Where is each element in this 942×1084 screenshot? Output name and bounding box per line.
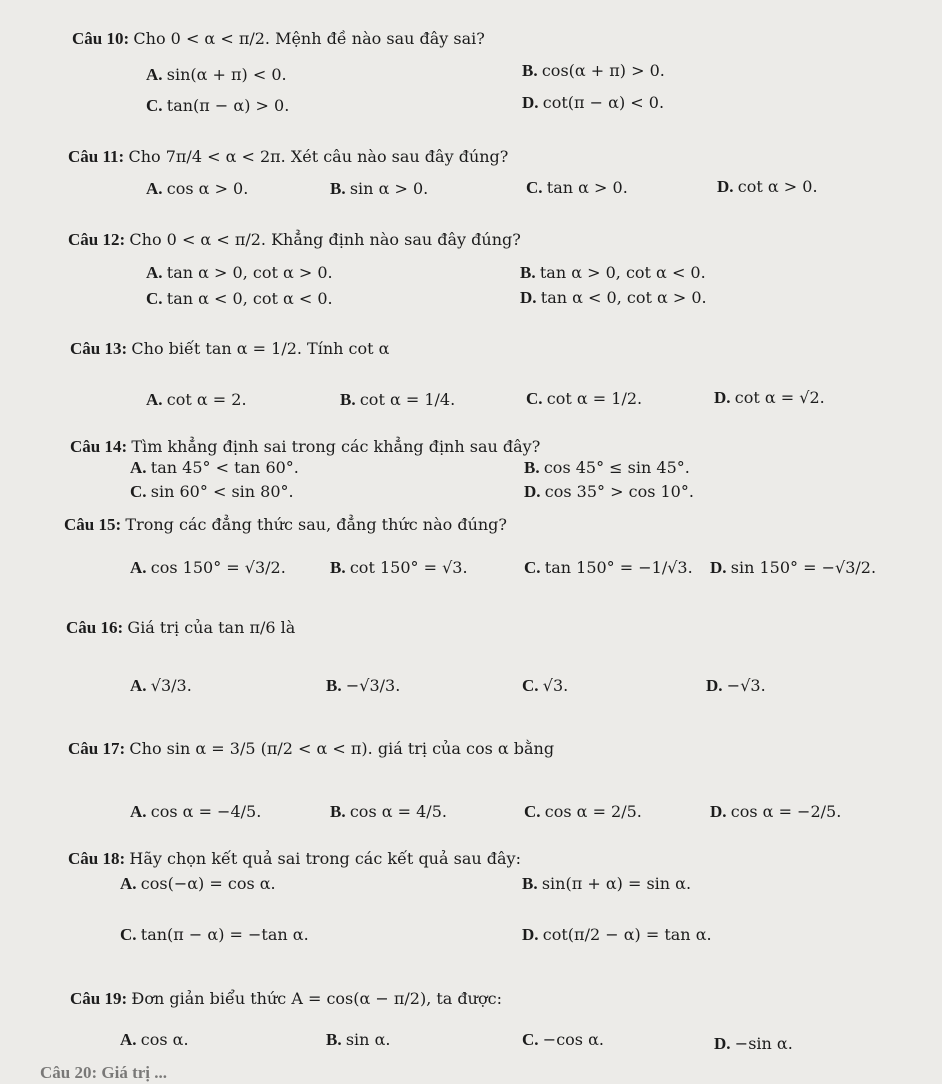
option-c[interactable]: C. tan α < 0, cot α < 0. xyxy=(146,289,333,308)
question-label: Câu 12: xyxy=(68,230,126,249)
option-b[interactable]: B. cos 45° ≤ sin 45°. xyxy=(524,458,690,477)
question-text: Hãy chọn kết quả sai trong các kết quả sau đây: xyxy=(129,849,521,868)
question-stem xyxy=(68,738,554,760)
option-b[interactable]: B. cot 150° = √3. xyxy=(330,558,468,577)
option-d[interactable]: D. cot α = √2. xyxy=(714,388,825,407)
question-label: Câu 11: xyxy=(68,147,125,166)
question-label: Câu 18: xyxy=(68,849,126,868)
option-b[interactable]: B. sin α > 0. xyxy=(330,179,429,198)
option-d[interactable]: D. sin 150° = −√3/2. xyxy=(710,558,877,577)
option-b[interactable]: B. cot α = 1/4. xyxy=(340,390,456,409)
question-stem xyxy=(70,436,540,458)
question-label: Câu 14: xyxy=(70,437,128,456)
option-d[interactable]: D. cos 35° > cos 10°. xyxy=(524,482,694,501)
option-d[interactable]: D. cos α = −2/5. xyxy=(710,802,842,821)
option-a[interactable]: A. cos α. xyxy=(120,1030,189,1049)
option-c[interactable]: C. √3. xyxy=(522,676,569,695)
option-b[interactable]: B. cos(α + π) > 0. xyxy=(522,61,665,80)
option-a[interactable]: A. cos α = −4/5. xyxy=(130,802,262,821)
option-a[interactable]: A. cos 150° = √3/2. xyxy=(130,558,286,577)
question-text: Giá trị của tan π/6 là xyxy=(127,618,296,637)
question-text: Cho biết tan α = 1/2. Tính cot α xyxy=(131,339,390,358)
option-b[interactable]: B. tan α > 0, cot α < 0. xyxy=(520,263,706,282)
option-b[interactable]: B. cos α = 4/5. xyxy=(330,802,447,821)
question-label: Câu 17: xyxy=(68,739,126,758)
option-d[interactable]: D. −sin α. xyxy=(714,1034,793,1053)
question-stem xyxy=(68,229,521,251)
option-b[interactable]: B. sin α. xyxy=(326,1030,391,1049)
question-text: Trong các đẳng thức sau, đẳng thức nào đúng? xyxy=(125,515,507,534)
option-b[interactable]: B. −√3/3. xyxy=(326,676,401,695)
option-c[interactable]: C. tan 150° = −1/√3. xyxy=(524,558,693,577)
question-stem xyxy=(70,988,502,1010)
question-stem xyxy=(68,848,521,870)
option-a[interactable]: A. tan 45° < tan 60°. xyxy=(130,458,299,477)
option-a[interactable]: A. cos(−α) = cos α. xyxy=(120,874,276,893)
option-a[interactable]: A. sin(α + π) < 0. xyxy=(146,65,287,84)
question-label: Câu 15: xyxy=(64,515,122,534)
question-text: Tìm khẳng định sai trong các khẳng định sau đây? xyxy=(131,437,541,456)
option-c[interactable]: C. tan(π − α) > 0. xyxy=(146,96,290,115)
option-d[interactable]: D. −√3. xyxy=(706,676,766,695)
option-c[interactable]: C. tan α > 0. xyxy=(526,178,628,197)
cut-off-question: Câu 20: Giá trị ... xyxy=(40,1063,168,1082)
question-stem xyxy=(66,617,295,639)
question-stem xyxy=(70,338,389,360)
question-text: Cho 7π/4 < α < 2π. Xét câu nào sau đây đúng? xyxy=(128,147,509,166)
option-a[interactable]: A. cot α = 2. xyxy=(146,390,247,409)
option-c[interactable]: C. sin 60° < sin 80°. xyxy=(130,482,294,501)
question-stem xyxy=(68,146,508,168)
option-a[interactable]: A. tan α > 0, cot α > 0. xyxy=(146,263,333,282)
option-c[interactable]: C. tan(π − α) = −tan α. xyxy=(120,925,309,944)
question-label: Câu 19: xyxy=(70,989,128,1008)
option-b[interactable]: B. sin(π + α) = sin α. xyxy=(522,874,692,893)
option-d[interactable]: D. cot(π − α) < 0. xyxy=(522,93,665,112)
question-stem xyxy=(64,514,507,536)
option-d[interactable]: D. cot(π/2 − α) = tan α. xyxy=(522,925,712,944)
option-a[interactable]: A. cos α > 0. xyxy=(146,179,249,198)
question-label: Câu 10: xyxy=(72,29,130,48)
question-text: Đơn giản biểu thức A = cos(α − π/2), ta được: xyxy=(131,989,502,1008)
question-text: Cho sin α = 3/5 (π/2 < α < π). giá trị của cos α bằng xyxy=(129,739,555,758)
option-a[interactable]: A. √3/3. xyxy=(130,676,192,695)
question-label: Câu 16: xyxy=(66,618,124,637)
question-label: Câu 13: xyxy=(70,339,128,358)
question-stem xyxy=(72,28,485,50)
option-c[interactable]: C. cos α = 2/5. xyxy=(524,802,642,821)
question-text: Cho 0 < α < π/2. Mệnh đề nào sau đây sai? xyxy=(133,29,485,48)
option-d[interactable]: D. tan α < 0, cot α > 0. xyxy=(520,288,707,307)
option-c[interactable]: C. −cos α. xyxy=(522,1030,604,1049)
option-d[interactable]: D. cot α > 0. xyxy=(717,177,818,196)
question-text: Cho 0 < α < π/2. Khẳng định nào sau đây đúng? xyxy=(129,230,521,249)
option-c[interactable]: C. cot α = 1/2. xyxy=(526,389,643,408)
